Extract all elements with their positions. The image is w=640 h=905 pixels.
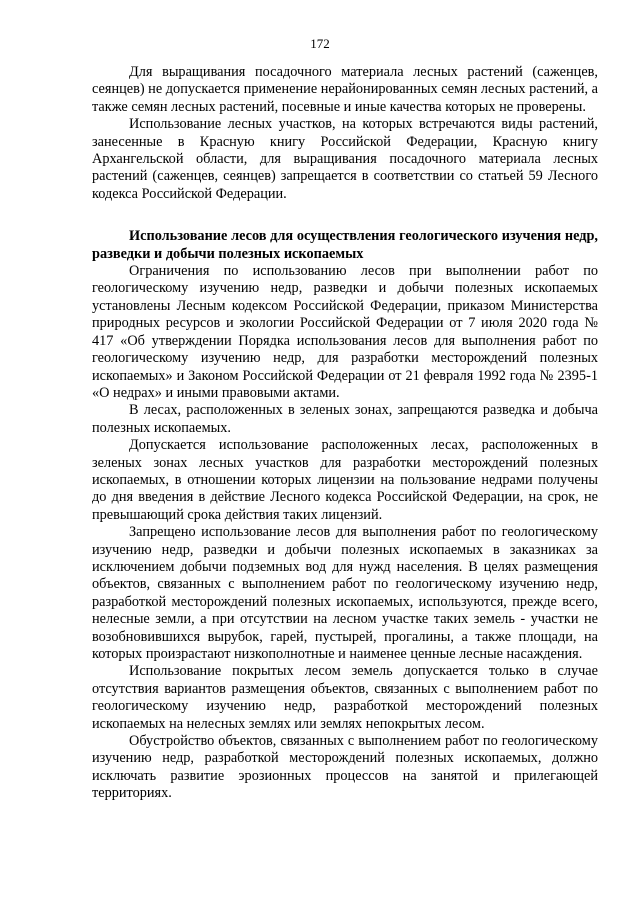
- paragraph: Запрещено использование лесов для выполнения работ по геологическому изучению недр, разведки и добычи полезных ископаемых в заказниках за исключением добычи подземных вод для нужд населения. В целях размещения объектов, связанных с выполнением работ по геологическому изучению недр, разработкой месторождений полезных ископаемых, используются, прежде всего, нелесные земли, а при отсутствии на лесном участке таких земель - участки не возобновившихся вырубок, гарей, пустырей, прогалины, а также площади, на которых произрастают низкополнотные и наименее ценные лесные насаждения.: [92, 524, 598, 662]
- paragraph: Использование лесных участков, на которых встречаются виды растений, занесенные в Красную книгу Российской Федерации, Красную книгу Архангельской области, для выращивания посадочного материала лесных растений (саженцев, сеянцев) запрещается в соответствии со статьей 59 Лесного кодекса Российской Федерации.: [92, 116, 598, 202]
- paragraph: Допускается использование расположенных лесах, расположенных в зеленых зонах лесных участков для разработки месторождений полезных ископаемых, в отношении которых лицензии на пользование недрами получены до дня введения в действие Лесного кодекса Российской Федерации, на срок, не превышающий срока действия таких лицензий.: [92, 437, 598, 523]
- paragraph: В лесах, расположенных в зеленых зонах, запрещаются разведка и добыча полезных ископаемых.: [92, 402, 598, 436]
- page-content: [92, 64, 598, 803]
- section-heading: Использование лесов для осуществления геологического изучения недр, разведки и добычи полезных ископаемых: [92, 228, 598, 262]
- paragraph: Ограничения по использованию лесов при выполнении работ по геологическому изучению недр, разведки и добычи полезных ископаемых установлены Лесным кодексом Российской Федерации, приказом Министерства природных ресурсов и экологии Российской Федерации от 7 июля 2020 года № 417 «Об утверждении Порядка использования лесов для выполнения работ по геологическому изучению недр, для разработки месторождений полезных ископаемых» и Законом Российской Федерации от 21 февраля 1992 года № 2395-1 «О недрах» и иными правовыми актами.: [92, 263, 598, 401]
- paragraph: Обустройство объектов, связанных с выполнением работ по геологическому изучению недр, разработкой месторождений полезных ископаемых, должно исключать развитие эрозионных процессов на занятой и прилегающей территориях.: [92, 733, 598, 802]
- paragraph: Для выращивания посадочного материала лесных растений (саженцев, сеянцев) не допускается применение нерайонированных семян лесных растений, а также семян лесных растений, посевные и иные качества которых не проверены.: [92, 64, 598, 115]
- page-number: 172: [310, 36, 330, 51]
- paragraph: Использование покрытых лесом земель допускается только в случае отсутствия вариантов размещения объектов, связанных с выполнением работ по геологическому изучению недр, разработкой месторождений полезных ископаемых на нелесных землях или землях непокрытых лесом.: [92, 663, 598, 732]
